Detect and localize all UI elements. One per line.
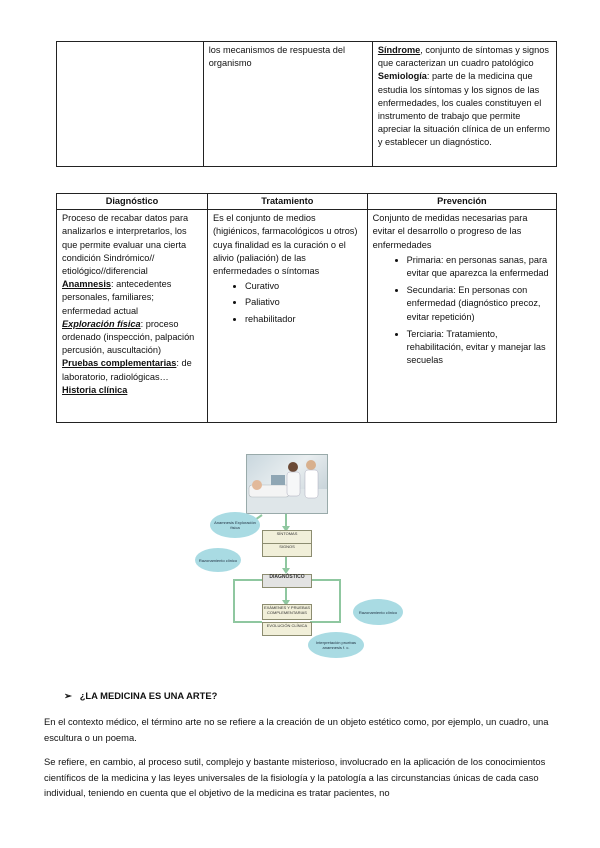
paragraph-1: En el contexto médico, el término arte no se refiere a la creación de un objeto estético como, por ejemplo, un cuadro, una escultura o un poema. (44, 716, 549, 743)
paragraph-2: Se refiere, en cambio, al proceso sutil, complejo y bastante misterioso, involucrado en la aplicación de los conocimientos científicos de la medicina y las leyes universales de la fisiología y la patología a las circunstancias únicas de cada caso individual, teniendo en cuenta que el objetivo de la medicina es tratar pacientes, no (44, 756, 546, 798)
empty-cell (57, 42, 204, 167)
trat-intro: Es el conjunto de medios (higiénicos, farmacológicos u otros) cuya finalidad es la curación o el alivio (paliación) de las enfermedades o síntomas (212, 213, 358, 277)
list-item: • Primaria: en personas sanas, para evitar que aparezca la enfermedad (407, 254, 551, 280)
box-label: DIAGNÓSTICO (269, 574, 305, 580)
def-sindrome: , conjunto de síntomas y signos que caracterizan un cuadro patológico (377, 45, 549, 69)
table-header-row (57, 194, 557, 210)
box-label: SIGNOS (279, 544, 295, 549)
term-historia: Historia clínica (62, 384, 128, 395)
arrow-bullet-icon: ➢ (64, 690, 72, 701)
box-label: EVOLUCIÓN CLÍNICA (266, 623, 308, 628)
header-tratamiento: Tratamiento (207, 194, 367, 210)
cell-text: los mecanismos de respuesta del organismo (208, 45, 346, 69)
prevencion-cell (367, 210, 556, 423)
anamnesis-oval (210, 512, 260, 538)
box-label: EXÁMENES Y PRUEBAS COMPLEMENTARIAS (263, 605, 311, 615)
term-sindrome: Síndrome (377, 45, 421, 55)
table-row (57, 210, 557, 423)
prev-list (373, 254, 551, 368)
reasoning-oval-right (353, 599, 403, 625)
box-label: SÍNTOMAS (276, 531, 298, 536)
medical-process-table (56, 193, 557, 423)
term-pruebas: Pruebas complementarias (62, 358, 177, 369)
section-heading (64, 690, 217, 702)
diagnostico-box (262, 574, 312, 588)
evolucion-box (262, 622, 312, 636)
signos-box (262, 543, 312, 557)
term-anamnesis: Anamnesis (62, 279, 112, 290)
table-cell (203, 42, 372, 167)
oval-label: Anamnesis Exploración física (214, 520, 256, 530)
table-cell (372, 42, 556, 167)
def-anamnesis: : antecedentes personales, familiares; enfermedad actual (62, 279, 172, 316)
oval-label: Razonamiento clínico (198, 557, 238, 563)
table-row (57, 42, 557, 167)
list-item: • Curativo (245, 280, 362, 293)
trat-list (213, 280, 362, 326)
list-item: • Paliativo (245, 296, 362, 309)
interpretation-oval (308, 632, 364, 658)
list-item: • Terciaria: Tratamiento, rehabilitación, evitar y manejar las secuelas (407, 328, 551, 368)
def-exploracion: : proceso ordenado (inspección, palpación percusión, auscultación) (62, 318, 195, 356)
def-semiologia: : parte de la medicina que estudia los síntomas y los signos de las enfermedades, los cuales constituyen el instrumento de trabajo que permite apreciar la situación clínica de un enfermo y establecer un diagnóstico. (377, 71, 550, 148)
list-item: • rehabilitador (245, 313, 362, 326)
pruebas-box (262, 604, 312, 620)
oval-label: Interpretación pruebas anamnesis f. c. (315, 640, 357, 650)
def-pruebas: : de laboratorio, radiológicas… (62, 358, 192, 382)
tratamiento-cell (207, 210, 367, 423)
list-item: • Secundaria: En personas con enfermedad (diagnóstico precoz, evitar repetición) (407, 284, 551, 324)
header-diagnostico: Diagnóstico (57, 194, 208, 210)
term-exploracion: Exploración física (62, 318, 141, 329)
sintomas-box (262, 530, 312, 544)
header-prevencion: Prevención (367, 194, 556, 210)
diagnosis-flow-diagram (190, 452, 420, 662)
heading-text: ¿LA MEDICINA ES UNA ARTE? (79, 690, 218, 701)
prev-intro: Conjunto de medidas necesarias para evitar el desarrollo o progreso de las enfermedades (372, 213, 528, 250)
reasoning-oval-left (195, 548, 241, 572)
definitions-table (56, 41, 557, 167)
term-semiologia: Semiología (377, 71, 427, 82)
diagnostico-cell (57, 210, 208, 423)
oval-label: Razonamiento clínico (358, 609, 398, 615)
diag-intro: Proceso de recabar datos para analizarlos e interpretarlos, los que permite evaluar una cierta condición Sindrómico// etiológico//diferencial (62, 213, 189, 277)
